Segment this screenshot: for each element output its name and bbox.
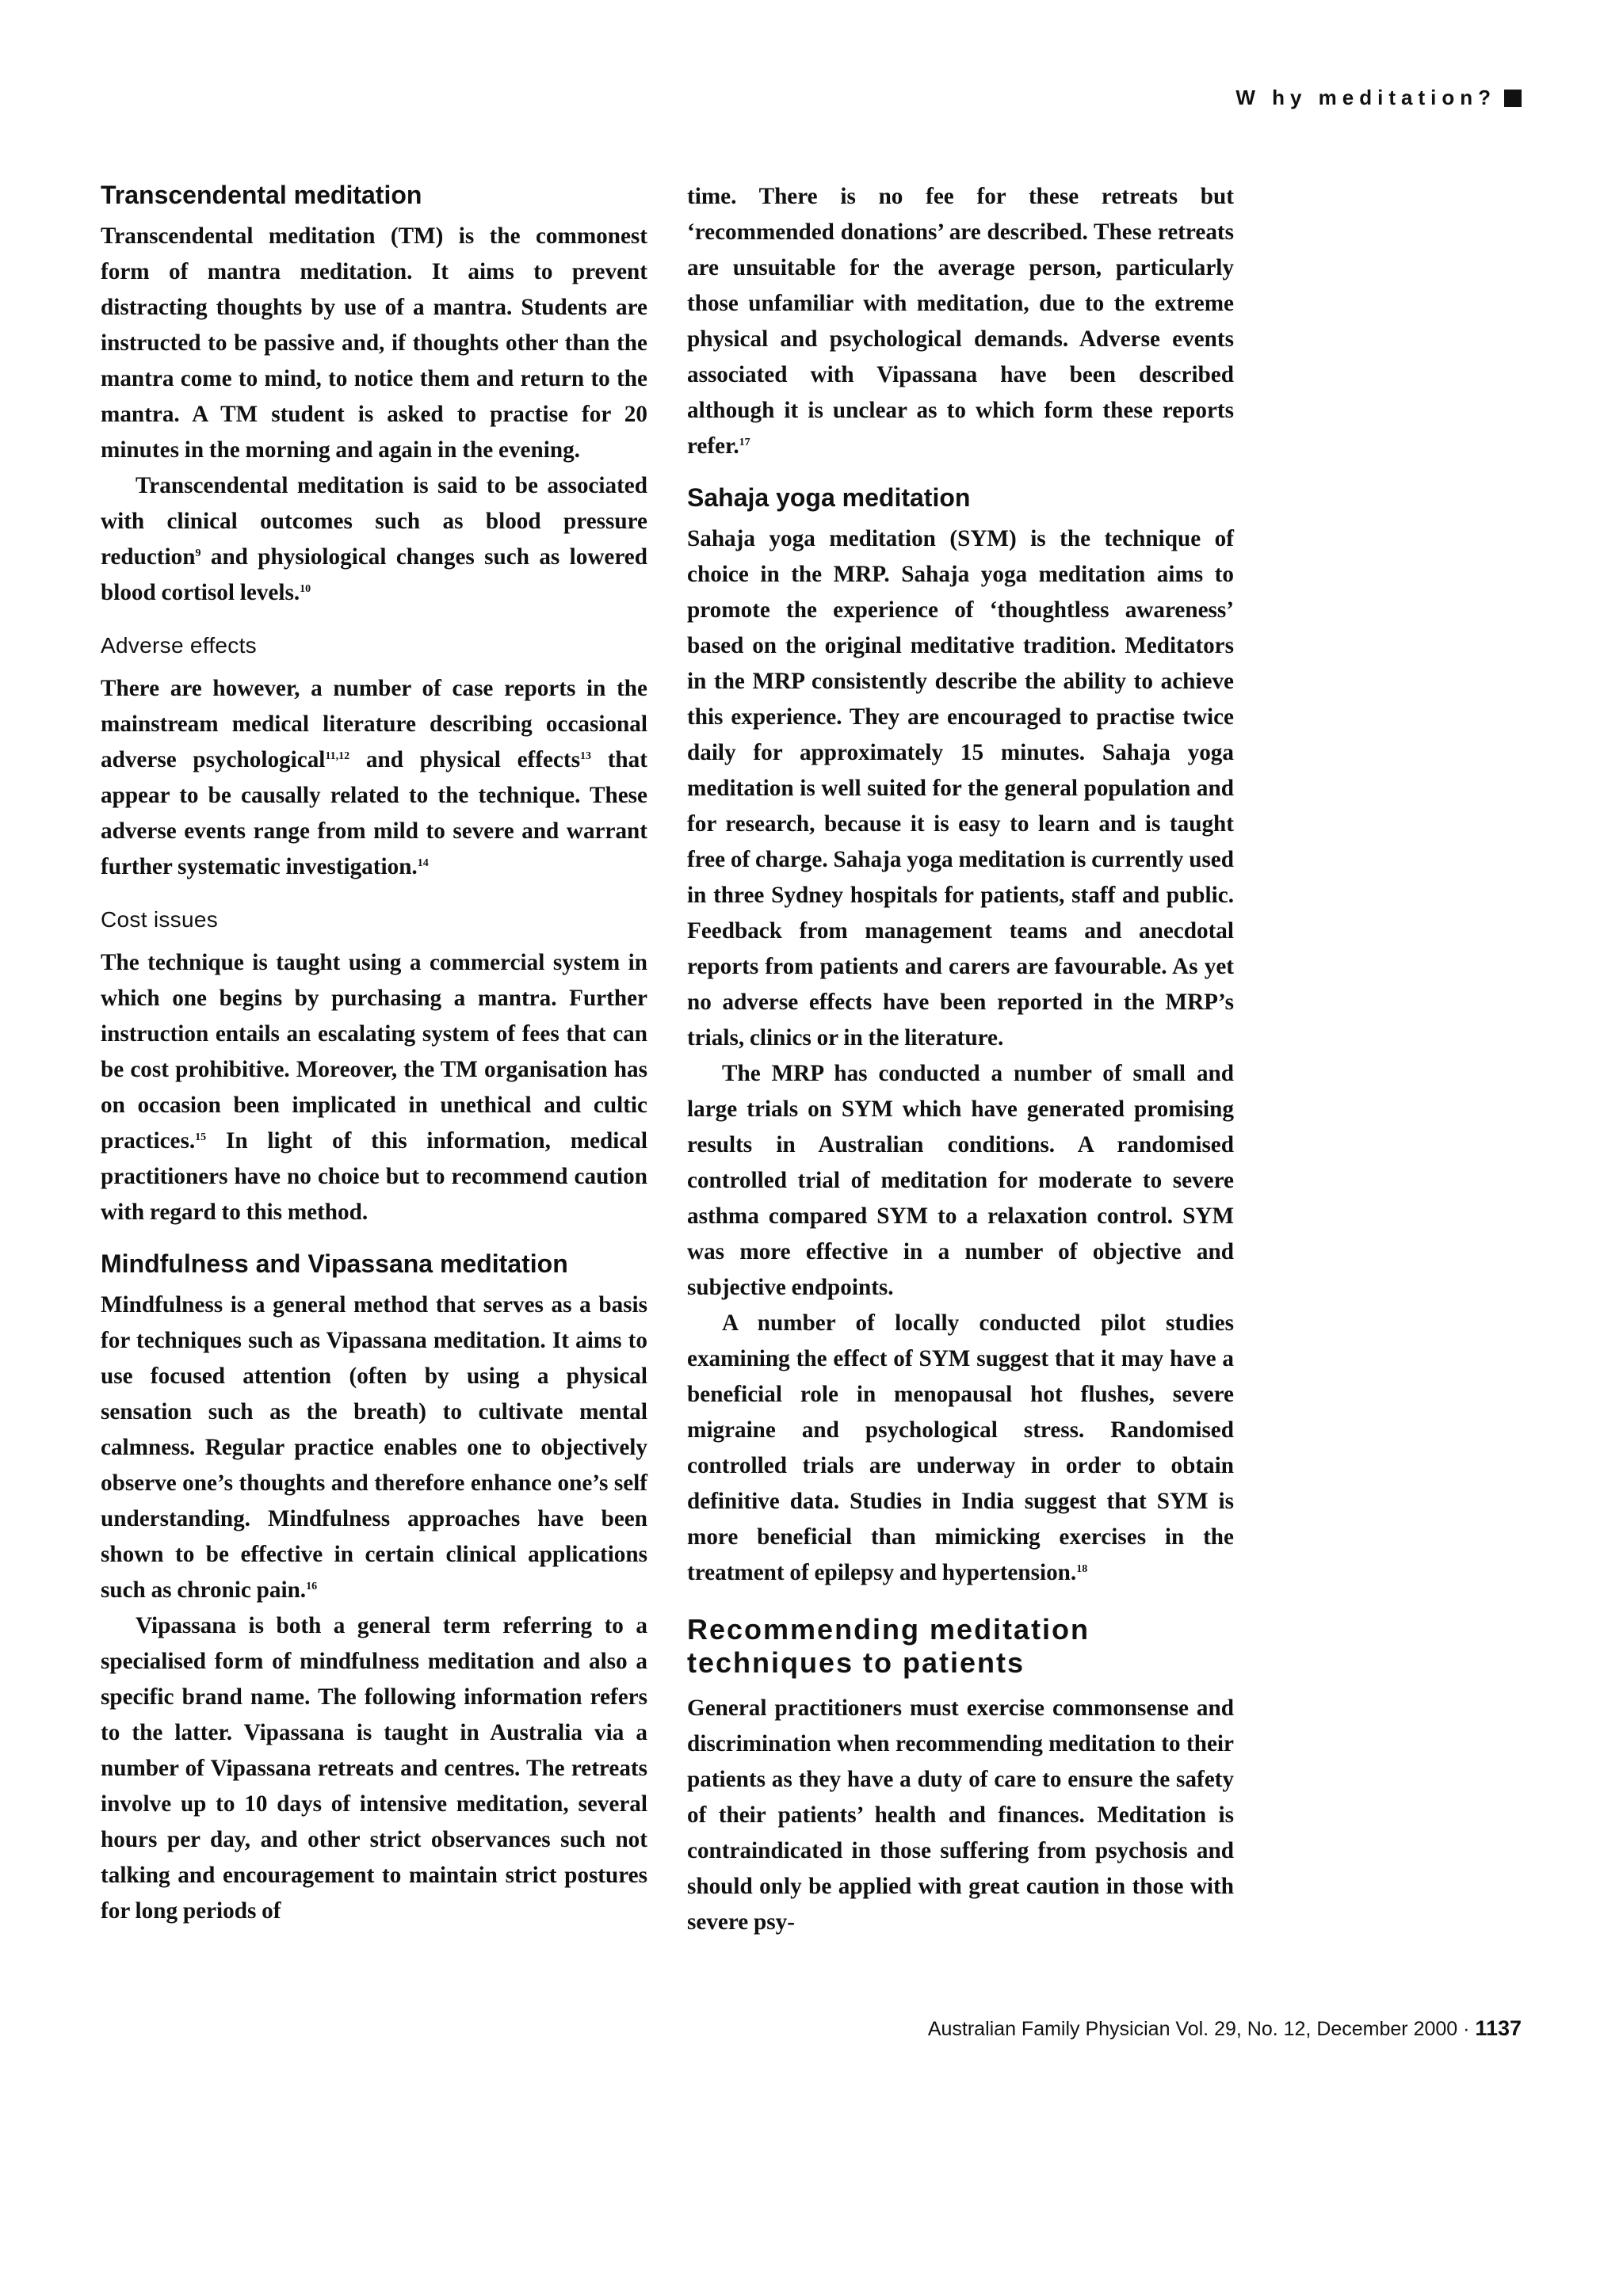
paragraph-sym-2: The MRP has conducted a number of small and large trials on SYM which have generated promising results in Australian conditions. A randomised controlled trial of meditation for moderate to severe asthma compared SYM to a relaxation control. SYM was more effective in a number of objective and subjective endpoints. [687,1061,1234,1300]
page-number: 1137 [1475,2016,1522,2040]
paragraph-adverse: There are however, a number of case reports in the mainstream medical literature describing occasional adverse psychological$^{11,12}$ and physical effects$^{13}$ that appear to be causally related to the technique. These adverse events range from mild to severe and warrant further systematic investigation.$^{14}$ [101,676,647,879]
section-heading-transcendental: Transcendental meditation [101,181,422,209]
paragraph-mindfulness-1: Mindfulness is a general method that serves as a basis for techniques such as Vipassana meditation. It aims to use focused attention (often by using a physical sensation such as the breath) to cultivate mental calmness. Regular practice enables one to objectively observe one’s thoughts and therefore enhance one’s self understanding. Mindfulness approaches have been shown to be effective in certain clinical applications such as chronic pain.$^{16}$ [101,1292,647,1603]
citation-ref: 16 [306,1581,318,1592]
paragraph-cost: The technique is taught using a commercial system in which one begins by purchasing a mantra. Further instruction entails an escalating system of fees that can be cost prohibitive. Moreover, the TM organisation has on occasion been implicated in unethical and cultic practices.$^{15}$ In light of this information, medical practitioners have no choice but to recommend caution with regard to this method. [101,950,647,1225]
paragraph-tm-1: Transcendental meditation (TM) is the commonest form of mantra meditation. It aims to prevent distracting thoughts by use of a mantra. Students are instructed to be passive and, if thoughts other than the mantra come to mind, to notice them and return to the mantra. A TM student is asked to practise for 20 minutes in the morning and again in the evening. [101,223,647,463]
citation-ref: 9 [195,547,201,559]
citation-ref: 18 [1076,1563,1088,1575]
black-square-icon [1504,90,1522,107]
running-head [1235,86,1522,110]
section-heading-sahaja-yoga: Sahaja yoga meditation [687,483,971,512]
subheading-cost-issues: Cost issues [101,907,219,932]
citation-ref: 11,12 [325,750,350,762]
citation-ref: 10 [300,583,311,595]
right-column [687,179,1234,1940]
citation-ref: 13 [579,750,591,762]
paragraph-sym-3: A number of locally conducted pilot studies examining the effect of SYM suggest that it may have a beneficial role in menopausal hot flushes, severe migraine and psychological stress. Randomised controlled trials are underway in order to obtain definitive data. Studies in India suggest that SYM is more beneficial than mimicking exercises in the treatment of epilepsy and hypertension.$^{18}$ [687,1310,1234,1585]
journal-citation: Australian Family Physician Vol. 29, No. 12, December 2000 [927,2018,1458,2040]
running-head-text: W hy meditation? [1235,86,1496,109]
paragraph-sym-1: Sahaja yoga meditation (SYM) is the technique of choice in the MRP. Sahaja yoga meditation aims to promote the experience of ‘thoughtless awareness’ based on the original meditative tradition. Meditators in the MRP consistently describe the ability to achieve this experience. They are encouraged to practise twice daily for approximately 15 minutes. Sahaja yoga meditation is well suited for the general population and for research, because it is easy to learn and is taught free of charge. Sahaja yoga meditation is currently used in three Sydney hospitals for patients, staff and public. Feedback from management teams and anecdotal reports from patients and carers are favourable. As yet no adverse effects have been reported in the MRP’s trials, clinics or in the literature. [687,526,1234,1051]
citation-ref: 14 [417,857,429,869]
paragraph-vipassana: Vipassana is both a general term referring to a specialised form of mindfulness meditation and also a specific brand name. The following information refers to the latter. Vipassana is taught in Australia via a number of Vipassana retreats and centres. The retreats involve up to 10 days of intensive meditation, several hours per day, and other strict observances such not talking and encouragement to maintain strict postures for long periods of [101,1613,647,1924]
footer-separator: · [1457,2018,1476,2040]
left-column [101,179,647,1929]
paragraph-vipassana-continued: time. There is no fee for these retreats but ‘recommended donations’ are described. These retreats are unsuitable for the average person, particularly those unfamiliar with meditation, due to the extreme physical and psychological demands. Adverse events associated with Vipassana have been described although it is unclear as to which form these reports refer.$^{17}$ [687,184,1234,459]
section-heading-mindfulness: Mindfulness and Vipassana meditation [101,1249,568,1278]
section-heading-recommending: Recommending meditation techniques to patients [687,1613,1090,1679]
citation-ref: 15 [195,1131,207,1143]
page-footer [928,2016,1522,2041]
paragraph-recommending: General practitioners must exercise commonsense and discrimination when recommending meditation to their patients as they have a duty of care to ensure the safety of their patients’ health and finances. Meditation is contraindicated in those suffering from psychosis and should only be applied with great caution in those with severe psy- [687,1695,1234,1935]
paragraph-tm-2: Transcendental meditation is said to be associated with clinical outcomes such as blood pressure reduction$^9$ and physiological changes such as lowered blood cortisol levels.$^{10}$ [101,473,647,605]
citation-ref: 17 [739,437,750,448]
subheading-adverse-effects: Adverse effects [101,633,257,658]
